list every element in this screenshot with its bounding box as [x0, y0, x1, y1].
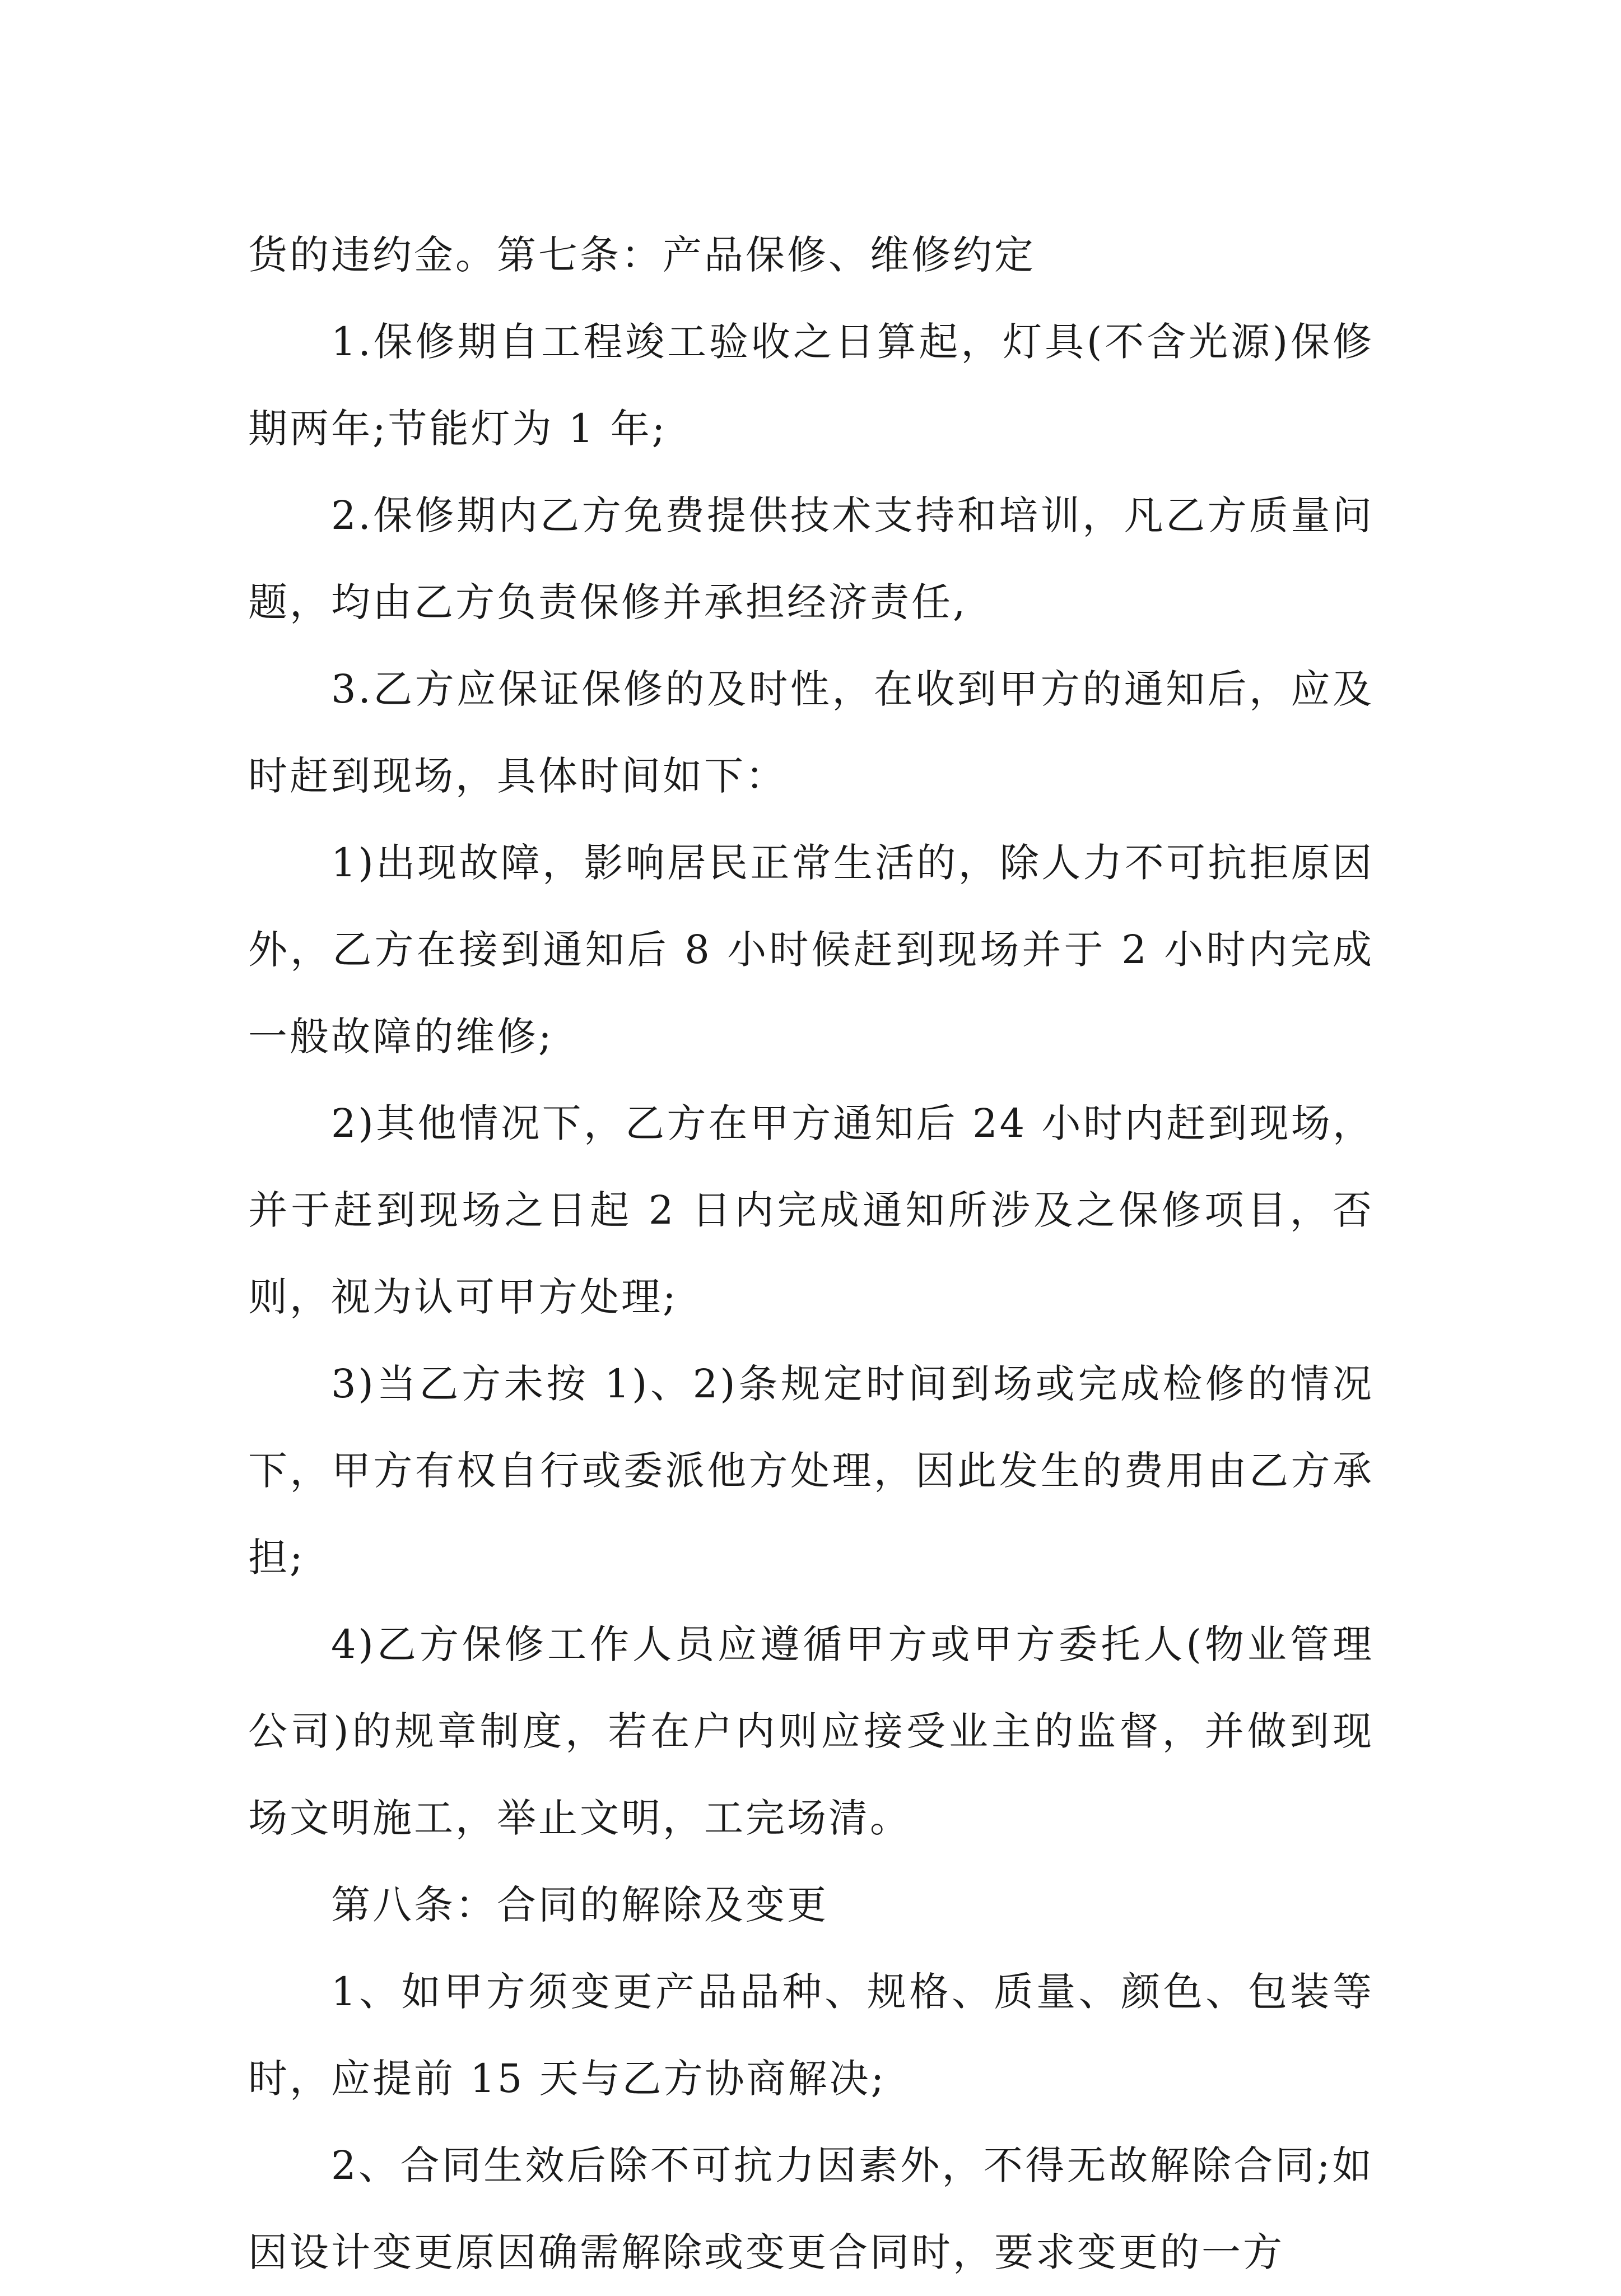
document-body	[248, 212, 1374, 2296]
paragraph-penalty-and-article-7-heading: 货的违约金。第七条：产品保修、维修约定	[248, 232, 1036, 278]
paragraph-failure-to-respond: 3)当乙方未按 1)、2)条规定时间到场或完成检修的情况下，甲方有权自行或委派他方处理，因此发生的费用由乙方承担;	[248, 1361, 1374, 1581]
paragraph-product-change: 1、如甲方须变更产品品种、规格、质量、颜色、包装等时，应提前 15 天与乙方协商解决;	[248, 1969, 1374, 2102]
paragraph-warranty-period: 1.保修期自工程竣工验收之日算起，灯具(不含光源)保修期两年;节能灯为 1 年;	[248, 319, 1374, 452]
paragraph-free-support: 2.保修期内乙方免费提供技术支持和培训，凡乙方质量问题，均由乙方负责保修并承担经济责任,	[248, 492, 1374, 625]
paragraph-staff-conduct: 4)乙方保修工作人员应遵循甲方或甲方委托人(物业管理公司)的规章制度，若在户内则应接受业主的监督，并做到现场文明施工，举止文明，工完场清。	[248, 1621, 1374, 1841]
paragraph-fault-response: 1)出现故障，影响居民正常生活的，除人力不可抗拒原因外，乙方在接到通知后 8 小时候赶到现场并于 2 小时内完成一般故障的维修;	[248, 840, 1374, 1059]
paragraph-timely-repair: 3.乙方应保证保修的及时性，在收到甲方的通知后，应及时赶到现场，具体时间如下：	[248, 666, 1374, 799]
paragraph-contract-termination: 2、合同生效后除不可抗力因素外，不得无故解除合同;如因设计变更原因确需解除或变更合同时，要求变更的一方	[248, 2142, 1374, 2275]
article-8-heading: 第八条：合同的解除及变更	[331, 1882, 828, 1928]
paragraph-other-situations: 2)其他情况下，乙方在甲方通知后 24 小时内赶到现场，并于赶到现场之日起 2 日内完成通知所涉及之保修项目，否则，视为认可甲方处理;	[248, 1100, 1374, 1320]
